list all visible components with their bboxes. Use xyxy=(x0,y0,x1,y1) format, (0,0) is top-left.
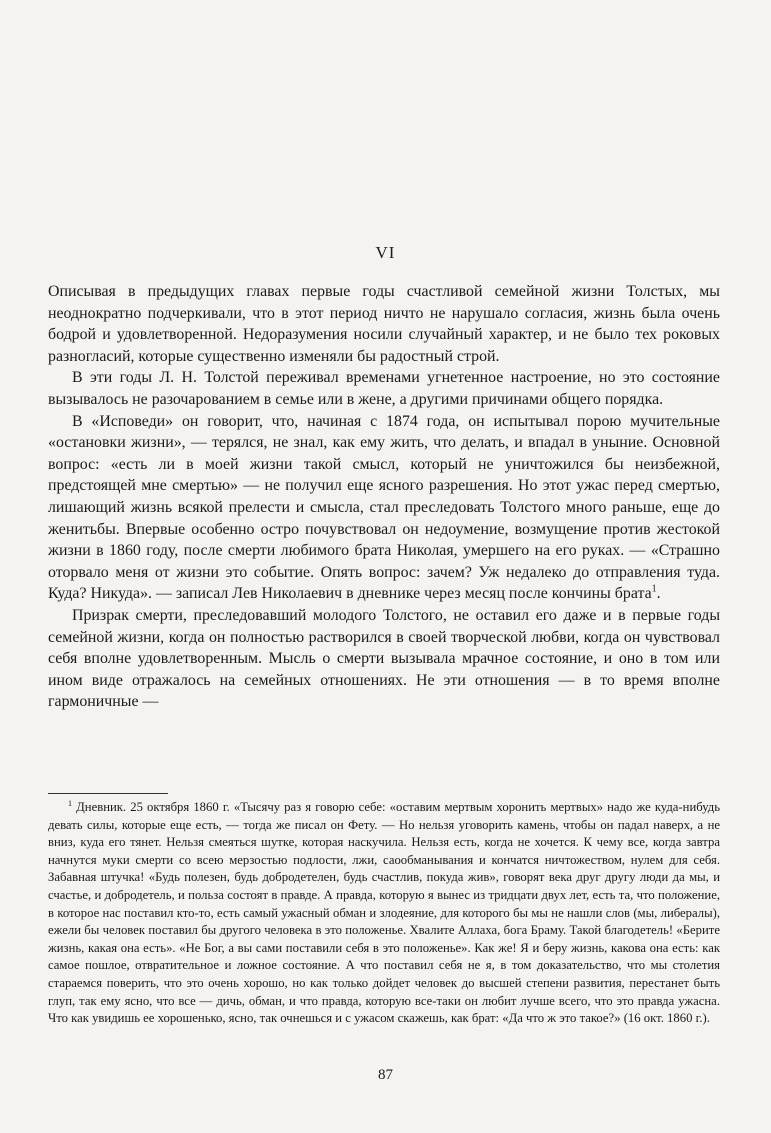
main-text xyxy=(48,281,720,713)
page-number: 87 xyxy=(378,1067,393,1083)
chapter-heading: VI xyxy=(375,243,396,262)
paragraph-2: В эти годы Л. Н. Толстой переживал временами угнетенное настроение, но это состояние вызывалось не разочарованием в семье или в жене, а другими причинами общего порядка. xyxy=(48,369,720,408)
footnote-divider xyxy=(48,793,168,794)
paragraph-3-text: В «Исповеди» он говорит, что, начиная с 1874 года, он испытывал порою мучительные «остановки жизни», — терялся, не знал, как ему жить, что делать, и впадал в уныние. Основной вопрос: «есть ли в моей жизни такой смысл, который не уничтожился бы неизбежной, предстоящей мне смертью» — не получил еще ясного разрешения. Но этот ужас перед смертью, лишающий жизнь всякой прелести и смысла, стал преследовать Толстого много раньше, еще до женитьбы. Впервые особенно остро почувствовал он недоумение, возмущение против жестокой жизни в 1860 году, после смерти любимого брата Николая, умершего на его руках. — «Страшно оторвало меня от жизни это событие. Опять вопрос: зачем? Уж недалеко до отправления туда. Куда? Никуда». — записал Лев Николаевич в дневнике через месяц после кончины брата xyxy=(48,412,720,603)
footnote-reference[interactable]: 1 xyxy=(651,584,657,596)
footnote xyxy=(48,799,720,1028)
footnote-number: 1 xyxy=(68,798,72,808)
paragraph-4: Призрак смерти, преследовавший молодого Толстого, не оставил его даже и в первые годы семейной жизни, когда он полностью растворился в своей творческой любви, когда он чувствовал себя вполне удовлетворенным. Мысль о смерти вызывала мрачное состояние, и оно в том или ином виде отражалось на семейных отношениях. Не эти отношения — в то время вполне гармоничные — xyxy=(48,606,720,711)
footnote-text: Дневник. 25 октября 1860 г. «Тысячу раз я говорю себе: «оставим мертвым хоронить мертвых» надо же куда-нибудь девать силы, которые еще есть, — тогда же писал он Фету. — Но нельзя уговорить камень, чтобы он падал наверх, а не вниз, куда его тянет. Нельзя смеяться шутке, которая наскучила. Нельзя есть, когда не хочется. К чему все, когда завтра начнутся муки смерти со всею мерзостью подлости, лжи, саообманывания и кончатся ничтожеством, нулем для себя. Забавная штучка! «Будь полезен, будь добродетелен, будь счастлив, покуда жив», говорят века друг другу люди да мы, и счастье, и добродетель, и польза состоят в правде. А правда, которую я вынес из тридцати двух лет, есть та, что положение, в которое нас поставил кто-то, есть самый ужасный обман и злодеяние, для которого бы мы не нашли слов (мы, либералы), ежели бы человек поставил бы другого человека в это положенье. Хвалите Аллаха, бога Браму. Такой благодетель! «Берите жизнь, какая она есть». «Не Бог, а вы сами поставили себя в это положенье». Как же! Я и беру жизнь, какова она есть: как самое пошлое, отвратительное и ложное состояние. А что поставил себя не я, в том доказательство, что мы столетия стараемся поверить, что это очень хорошо, но как только дойдет человек до высшей степени развития, перестанет быть глуп, так ему ясно, что все — дичь, обман, и что правда, которую все-таки он любит лучше всего, что это правда ужасна. Что как увидишь ее хорошенько, ясно, так очнешься и с ужасом скажешь, как брат: «Да что ж это такое?» (16 окт. 1860 г.). xyxy=(48,800,720,1026)
paragraph-1: Описывая в предыдущих главах первые годы счастливой семейной жизни Толстых, мы неоднократно подчеркивали, что в этот период ничто не нарушало согласия, жизнь была очень бодрой и удовлетворенной. Недоразумения носили случайный характер, и не было тех роковых разногласий, которые существенно изменяли бы радостный строй. xyxy=(48,283,720,365)
paragraph-3: В «Исповеди» он говорит, что, начиная с 1874 года, он испытывал порою мучительные «остановки жизни», — терялся, не знал, как ему жить, что делать, и впадал в уныние. Основной вопрос: «есть ли в моей жизни такой смысл, который не уничтожился бы неизбежной, предстоящей мне смертью» — не получил еще ясного разрешения. Но этот ужас перед смертью, лишающий жизнь всякой прелести и смысла, стал преследовать Толстого много раньше, еще до женитьбы. Впервые особенно остро почувствовал он недоумение, возмущение против жестокой жизни в 1860 году, после смерти любимого брата Николая, умершего на его руках. — «Страшно оторвало меня от жизни это событие. Опять вопрос: зачем? Уж недалеко до отправления туда. Куда? Никуда». — записал Лев Николаевич в дневнике через месяц после кончины брата$^1$. xyxy=(48,412,720,603)
